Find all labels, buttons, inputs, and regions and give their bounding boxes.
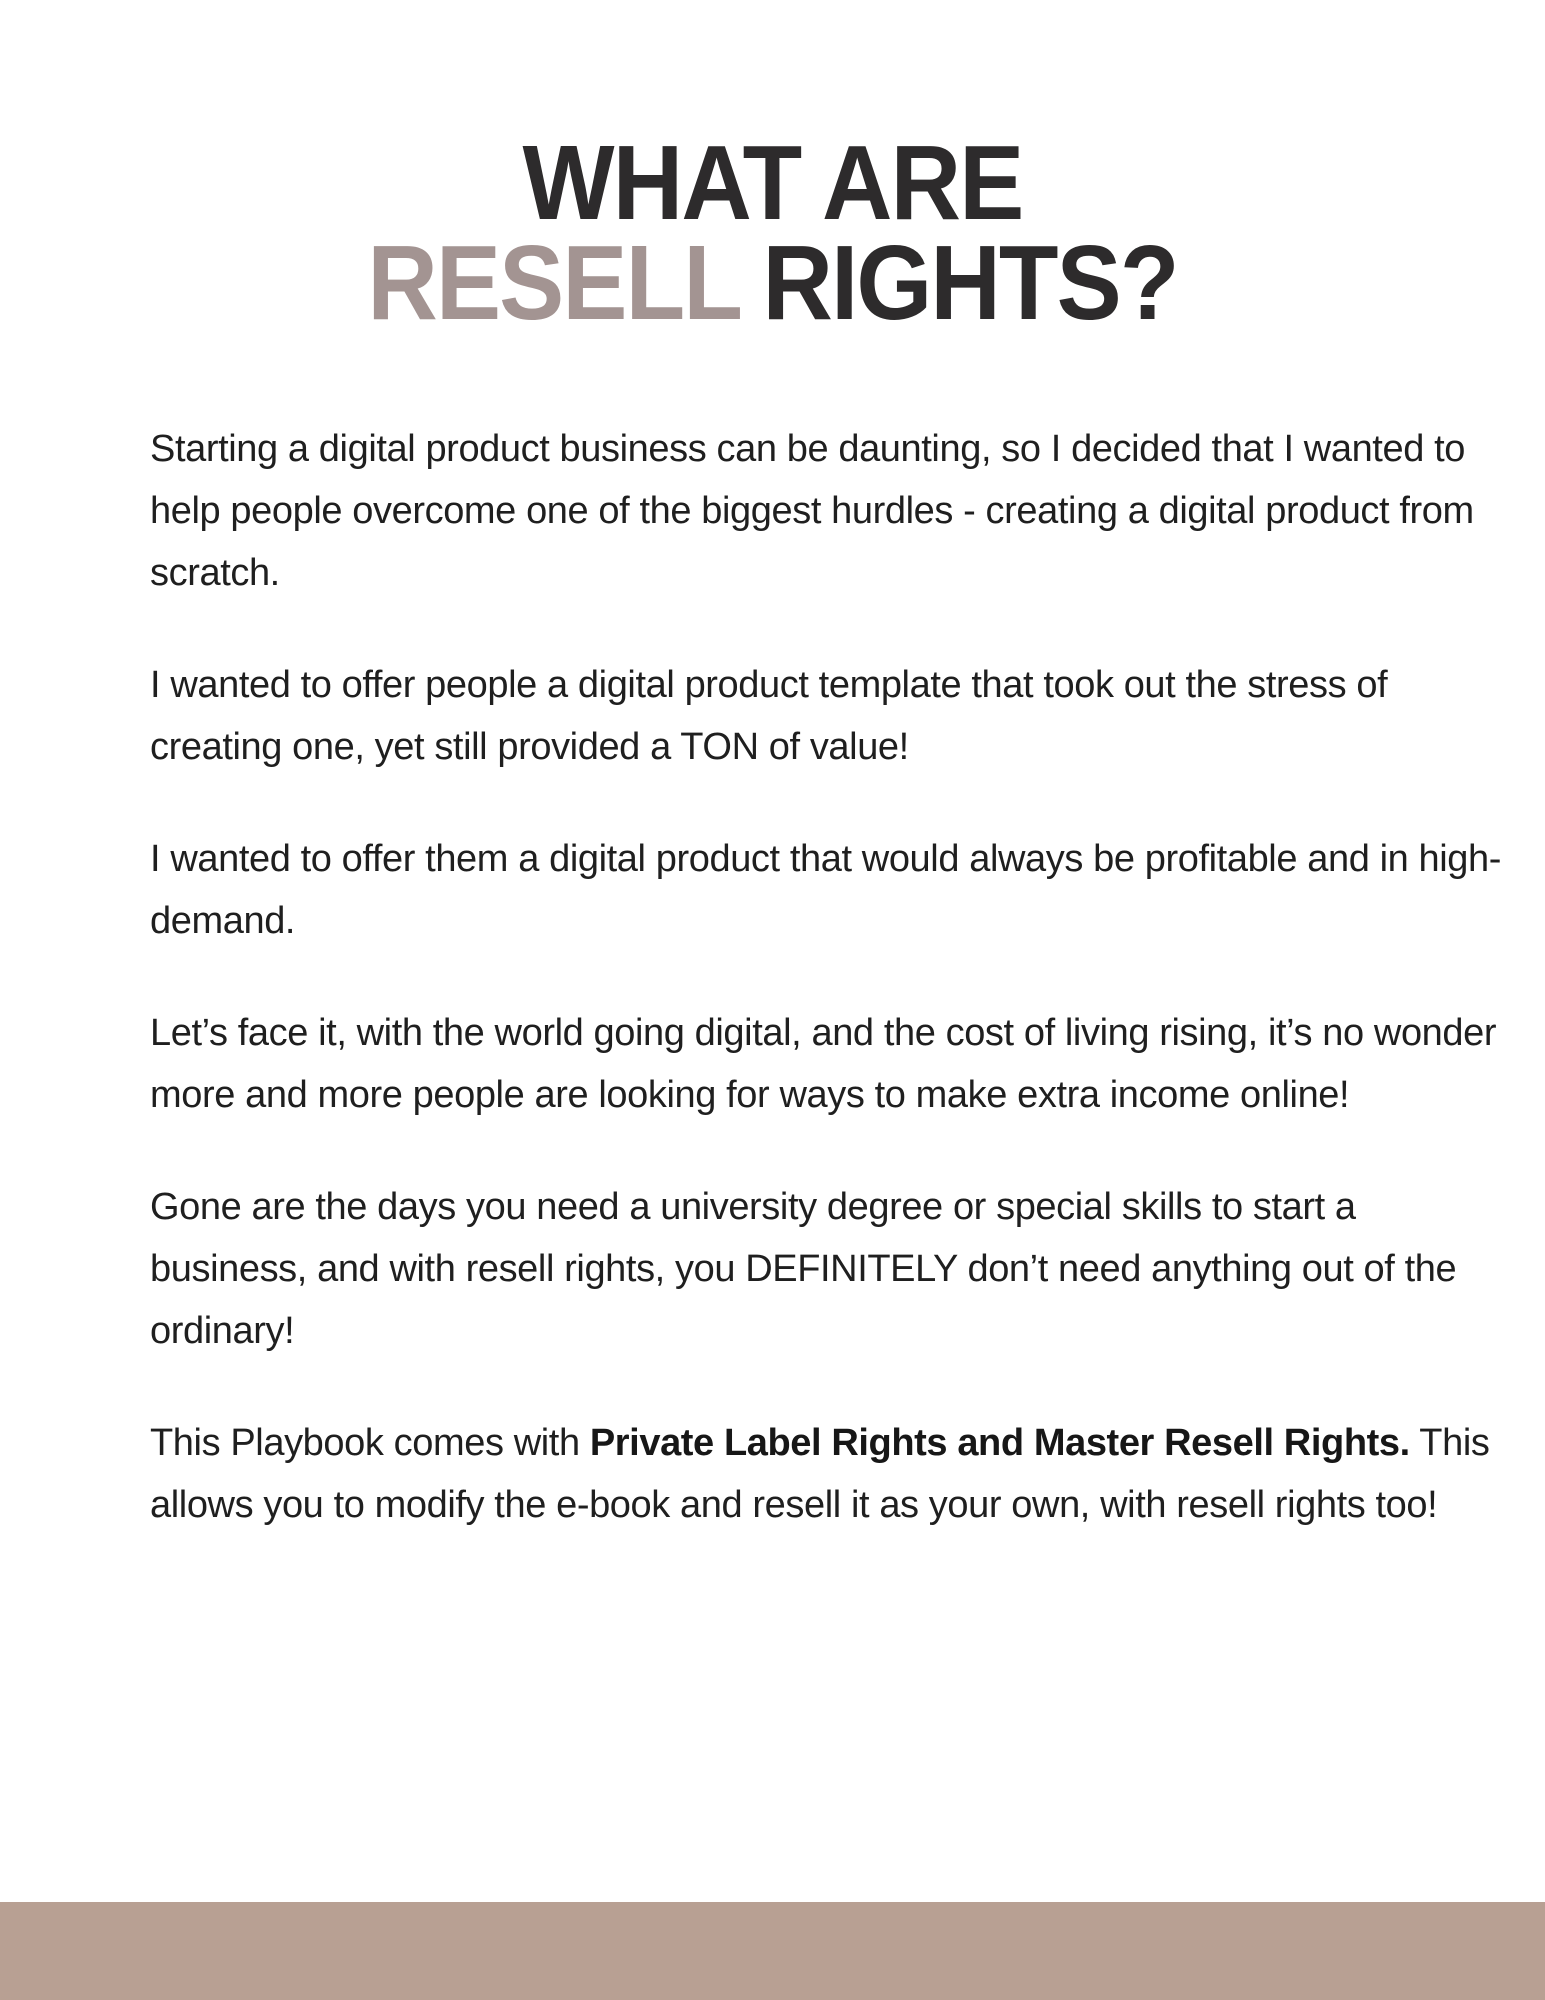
paragraph-template-offer: I wanted to offer people a digital product template that took out the stress of creating one, yet still provided a TON of value!: [150, 664, 1388, 768]
footer-accent-bar: [0, 1902, 1545, 2000]
rights-sentence-end: This allows you to modify the e-book and resell it as your own, with resell rights too!: [150, 1422, 1490, 1526]
paragraph-no-degree: Gone are the days you need a university degree or special skills to start a business, and with resell rights, you DEFINITELY don’t need anything out of the ordinary!: [150, 1186, 1457, 1352]
rights-bold-phrase: Private Label Rights and Master Resell Rights.: [589, 1422, 1410, 1464]
rights-sentence-start: This Playbook comes with: [150, 1422, 590, 1464]
page-title: [62, 124, 1483, 342]
paragraph-profitable: I wanted to offer them a digital product that would always be profitable and in high-demand.: [150, 838, 1502, 942]
title-accent-word: RESELL: [367, 224, 742, 342]
title-line1: WHAT ARE: [522, 124, 1023, 242]
paragraph-rights: [150, 1412, 1515, 1536]
paragraph-world-digital: Let’s face it, with the world going digital, and the cost of living rising, it’s no wonder more and more people are looking for ways to make extra income online!: [150, 1012, 1497, 1116]
title-line2-rest: RIGHTS?: [762, 224, 1178, 342]
body-text-block: [150, 418, 1515, 1536]
paragraph-intro: Starting a digital product business can be daunting, so I decided that I wanted to help people overcome one of the biggest hurdles - creating a digital product from scratch.: [150, 428, 1474, 594]
